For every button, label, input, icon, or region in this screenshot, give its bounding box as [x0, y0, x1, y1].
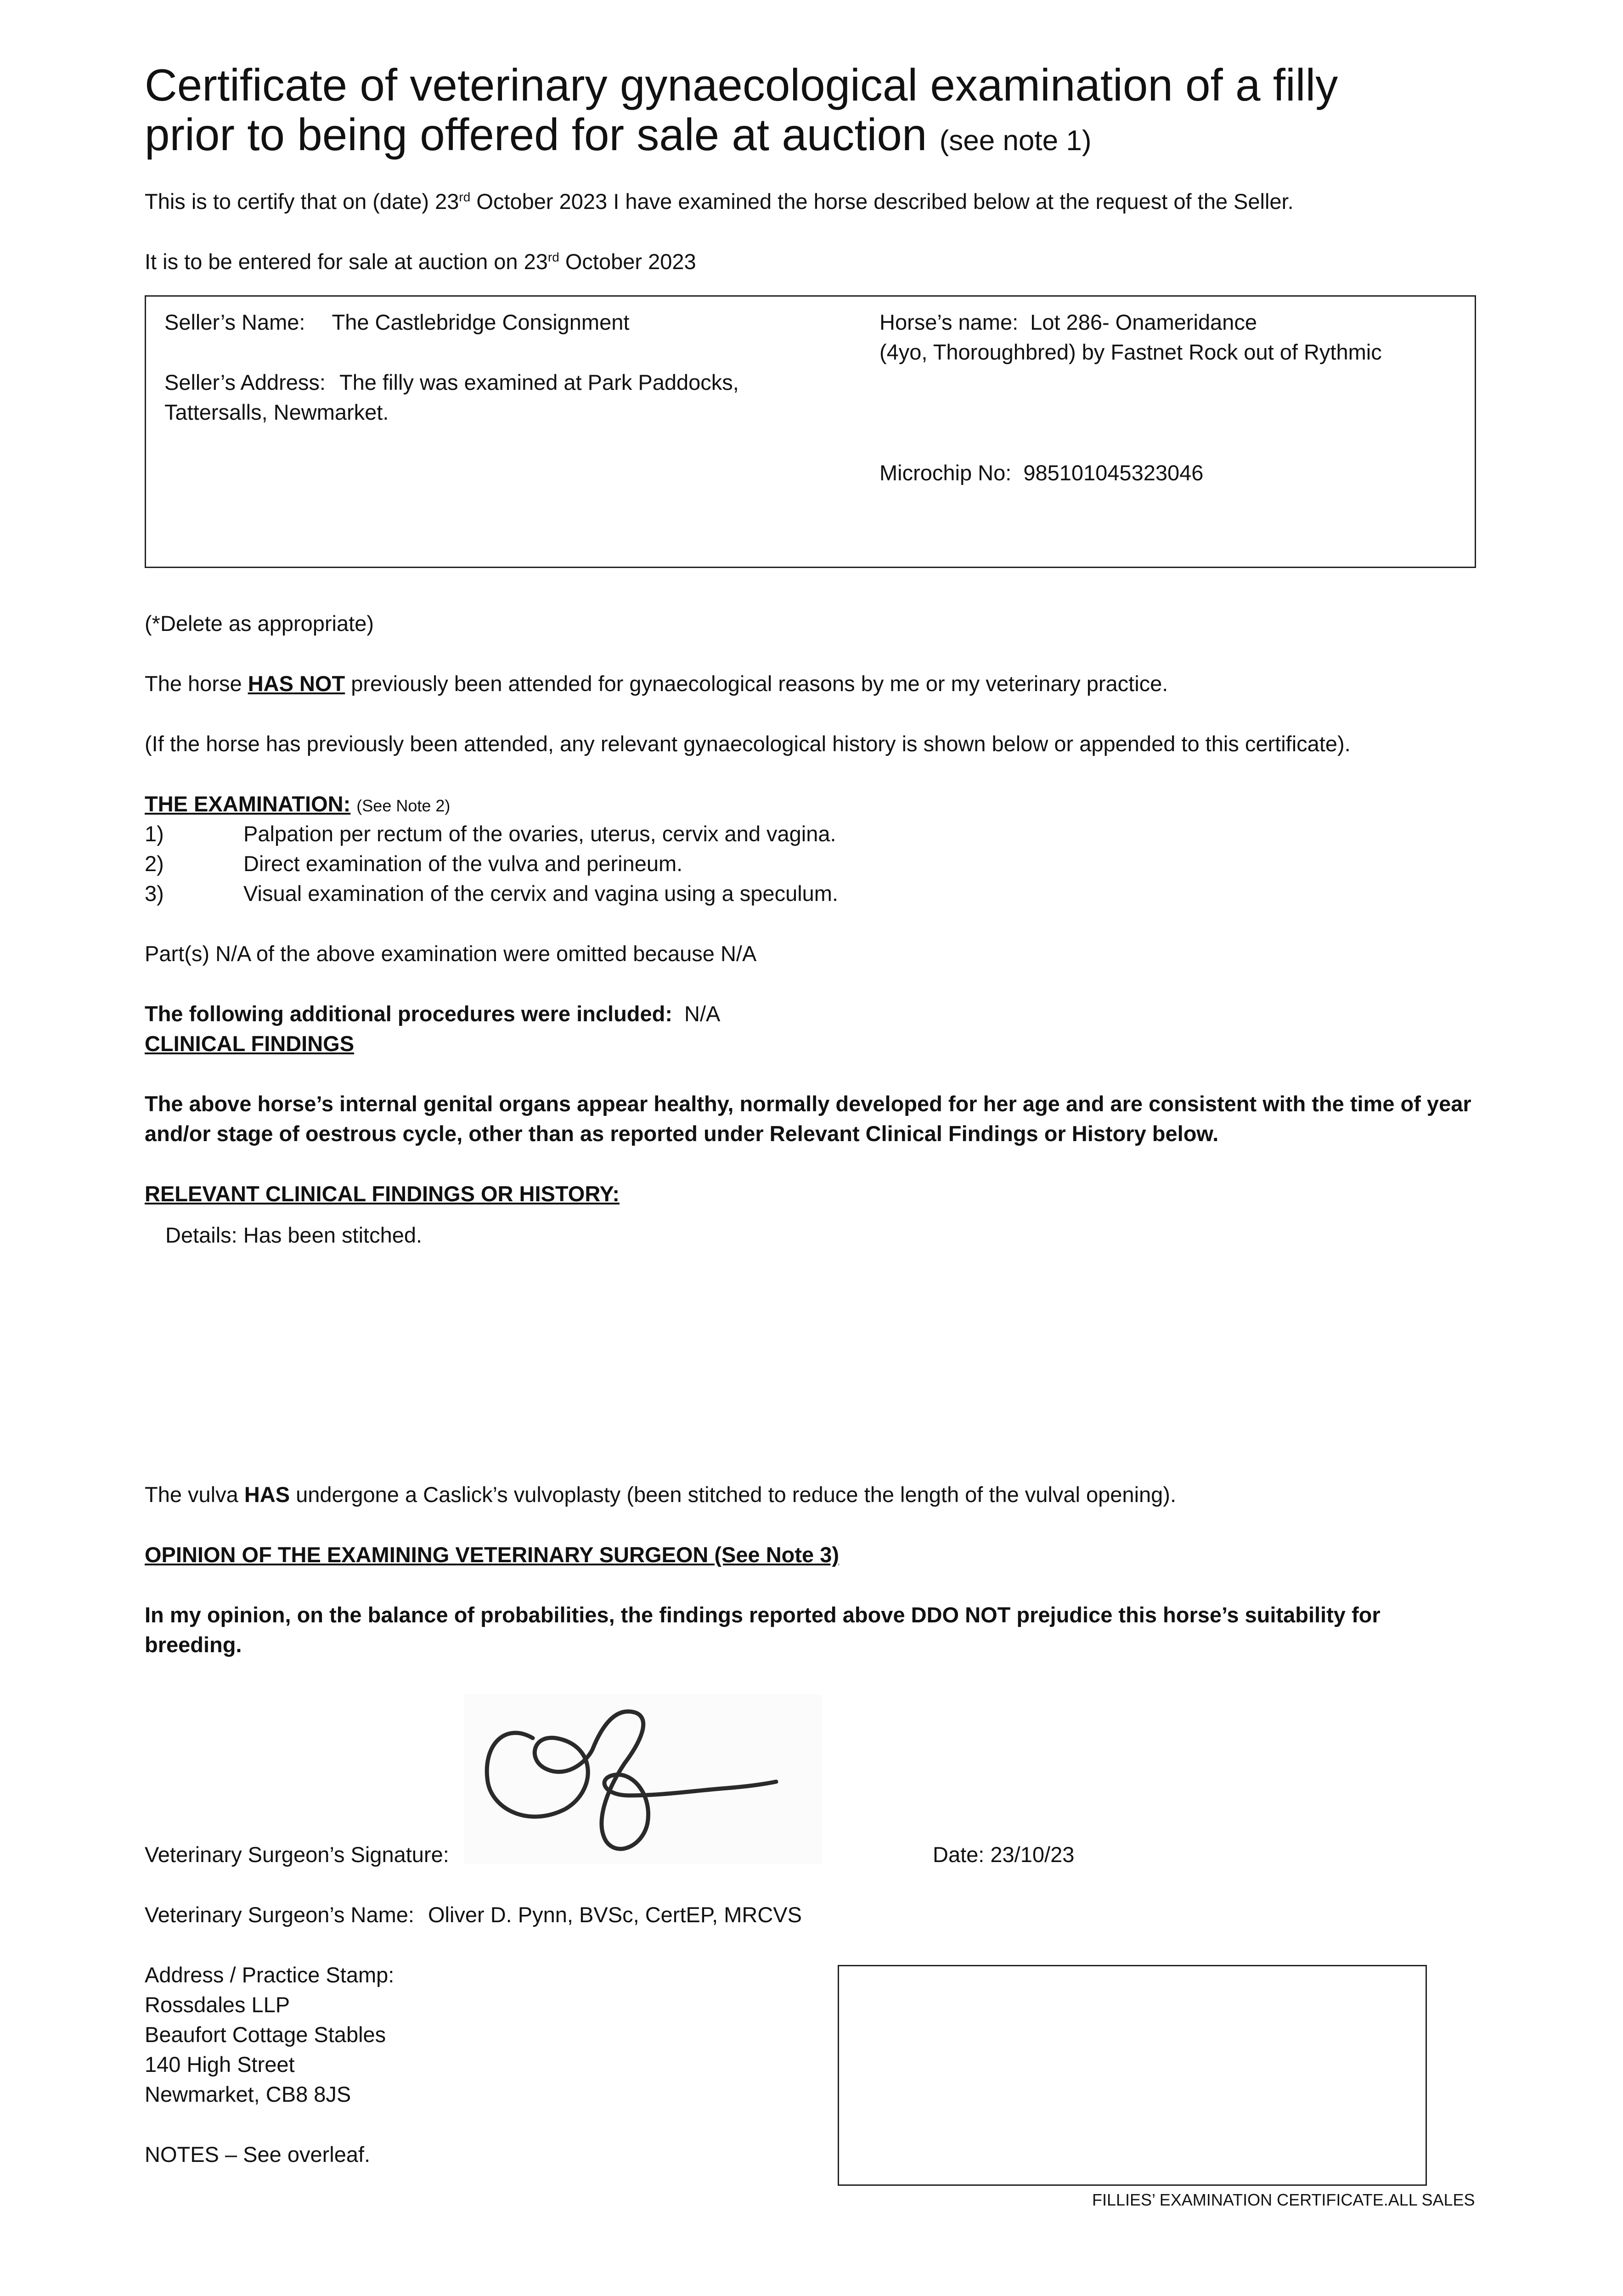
- examination-item: [145, 822, 836, 846]
- seller-name-value: The Castlebridge Consignment: [332, 310, 630, 334]
- surgeon-name-value: Oliver D. Pynn, BVSc, CertEP, MRCVS: [428, 1902, 802, 1927]
- clinical-text-line-2: and/or stage of oestrous cycle, other than as reported under Relevant Clinical Findings or History below.: [145, 1121, 1219, 1146]
- handwritten-signature-icon: [464, 1694, 822, 1864]
- examination-item-number: 3): [145, 881, 164, 906]
- certify-statement: [145, 189, 1294, 214]
- vulva-suffix: undergone a Caslick’s vulvoplasty (been stitched to reduce the length of the vulval opening).: [290, 1482, 1176, 1507]
- auction-prefix: It is to be entered for sale at auction on 23: [145, 249, 548, 274]
- opinion-heading: OPINION OF THE EXAMINING VETERINARY SURGEON (See Note 3): [145, 1542, 840, 1567]
- omitted-statement: Part(s) N/A of the above examination were omitted because N/A: [145, 941, 757, 966]
- seller-address-row: [164, 370, 739, 395]
- horse-description: (4yo, Thoroughbred) by Fastnet Rock out of Rythmic: [879, 340, 1382, 364]
- title-line-1: Certificate of veterinary gynaecological examination of a filly: [145, 60, 1338, 110]
- address-line-1: Rossdales LLP: [145, 1992, 290, 2017]
- microchip-row: [879, 461, 1203, 485]
- signature-label: Veterinary Surgeon’s Signature:: [145, 1842, 449, 1867]
- relevant-details: Details: Has been stitched.: [165, 1223, 423, 1247]
- examination-item-text: Direct examination of the vulva and perineum.: [243, 851, 683, 876]
- signature-date: Date: 23/10/23: [933, 1842, 1075, 1867]
- examination-item-number: 1): [145, 822, 164, 846]
- address-line-2: Beaufort Cottage Stables: [145, 2022, 386, 2047]
- address-line-3: 140 High Street: [145, 2052, 295, 2077]
- additional-procedures: [145, 1002, 720, 1026]
- seller-address-label: Seller’s Address:: [164, 370, 326, 394]
- seller-horse-box: [145, 295, 1476, 568]
- relevant-findings-heading: RELEVANT CLINICAL FINDINGS OR HISTORY:: [145, 1182, 620, 1206]
- title-note: (see note 1): [939, 124, 1092, 157]
- address-line-4: Newmarket, CB8 8JS: [145, 2082, 351, 2106]
- microchip-value: 985101045323046: [1023, 461, 1204, 485]
- examination-heading: THE EXAMINATION:: [145, 792, 351, 816]
- delete-note: (*Delete as appropriate): [145, 611, 374, 636]
- signature-image: [464, 1694, 822, 1864]
- notes-overleaf: NOTES – See overleaf.: [145, 2142, 371, 2167]
- examination-item-text: Palpation per rectum of the ovaries, uterus, cervix and vagina.: [243, 822, 836, 846]
- title-line-2-text: prior to being offered for sale at auction: [145, 109, 927, 160]
- seller-address-line-2: Tattersalls, Newmarket.: [164, 400, 389, 424]
- vulva-statement: [145, 1482, 1176, 1507]
- address-label: Address / Practice Stamp:: [145, 1963, 394, 1987]
- horse-name-row: [879, 310, 1257, 335]
- surgeon-name-label: Veterinary Surgeon’s Name:: [145, 1902, 414, 1927]
- additional-value: N/A: [684, 1002, 721, 1026]
- opinion-line-1: In my opinion, on the balance of probabilities, the findings reported above DDO NOT prejudice this horse’s suitability for: [145, 1603, 1381, 1627]
- additional-label: The following additional procedures were included:: [145, 1002, 672, 1026]
- seller-name-label: Seller’s Name:: [164, 310, 305, 334]
- footer-text: FILLIES’ EXAMINATION CERTIFICATE.ALL SALES: [1092, 2190, 1475, 2209]
- examination-item: [145, 881, 838, 906]
- examination-item-text: Visual examination of the cervix and vagina using a speculum.: [243, 881, 839, 906]
- vulva-emphasis: HAS: [244, 1482, 290, 1507]
- certify-prefix: This is to certify that on (date) 23: [145, 189, 459, 214]
- seller-address-line-1: The filly was examined at Park Paddocks,: [339, 370, 739, 394]
- attended-prefix: The horse: [145, 671, 248, 696]
- examination-item: [145, 851, 682, 876]
- attended-statement: [145, 671, 1168, 696]
- certify-suffix: October 2023 I have examined the horse described below at the request of the Seller.: [470, 189, 1294, 214]
- document-title: [145, 61, 1338, 160]
- horse-name-value: Lot 286- Onameridance: [1030, 310, 1257, 334]
- seller-name-row: [164, 310, 629, 335]
- attended-suffix: previously been attended for gynaecological reasons by me or my veterinary practice.: [345, 671, 1168, 696]
- clinical-text-line-1: The above horse’s internal genital organs appear healthy, normally developed for her age and are consistent with the time of year: [145, 1092, 1471, 1116]
- examination-heading-row: [145, 792, 450, 816]
- certify-sup: rd: [459, 190, 471, 204]
- auction-sup: rd: [547, 250, 559, 264]
- examination-note: (See Note 2): [356, 796, 451, 815]
- title-line-2: [145, 110, 1338, 160]
- microchip-label: Microchip No:: [879, 461, 1012, 485]
- opinion-line-2: breeding.: [145, 1632, 242, 1657]
- surgeon-name-row: [145, 1902, 802, 1927]
- horse-name-label: Horse’s name:: [879, 310, 1019, 334]
- auction-statement: [145, 249, 696, 274]
- history-note: (If the horse has previously been attended, any relevant gynaecological history is shown below or appended to this certificate).: [145, 732, 1351, 756]
- auction-suffix: October 2023: [559, 249, 696, 274]
- vulva-prefix: The vulva: [145, 1482, 244, 1507]
- examination-item-number: 2): [145, 851, 164, 876]
- attended-emphasis: HAS NOT: [248, 671, 345, 696]
- clinical-findings-heading: CLINICAL FINDINGS: [145, 1031, 355, 1056]
- practice-stamp-box: [838, 1965, 1427, 2186]
